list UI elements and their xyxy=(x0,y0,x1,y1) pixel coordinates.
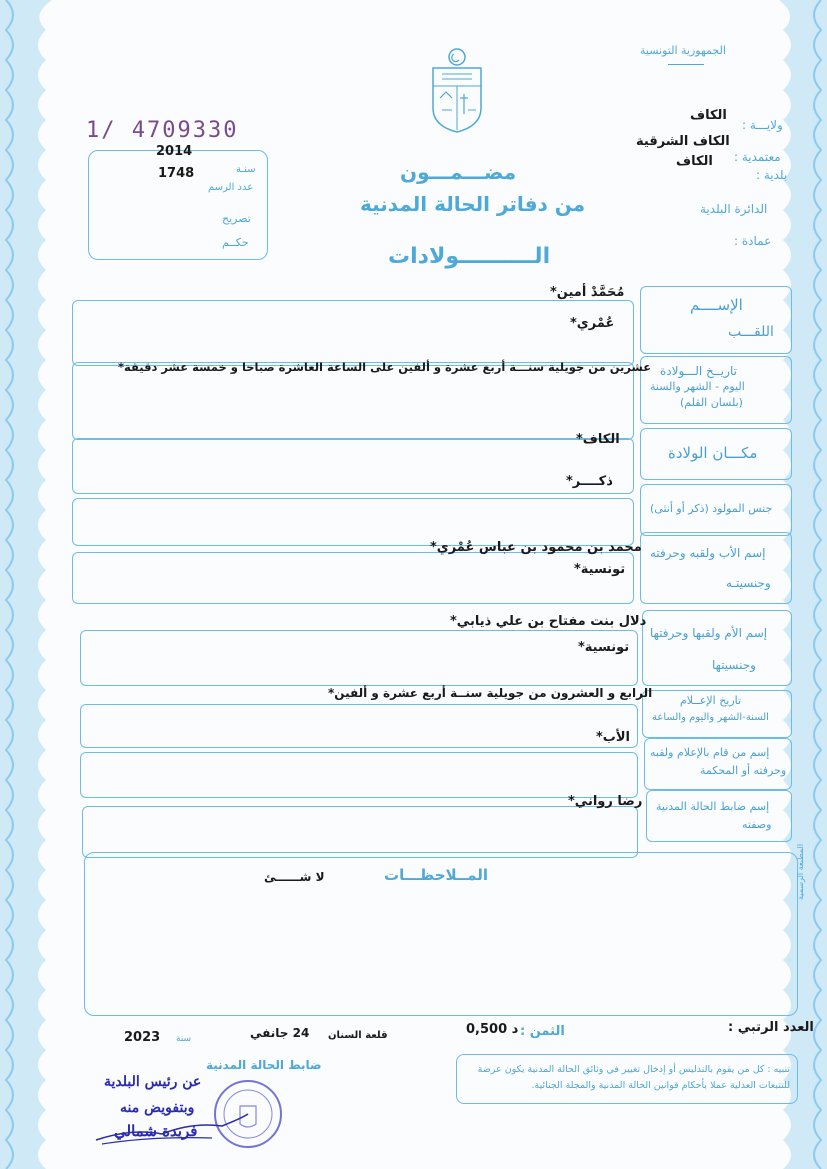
mootamadiya-label: معتمدية : xyxy=(734,150,781,164)
declarant-label1: إسم من قام بالإعلام ولقبه xyxy=(650,746,770,759)
mother-label2: وجنسيتها xyxy=(712,658,756,672)
imada-label: عمادة : xyxy=(734,234,772,248)
declaration-label: تصريح xyxy=(222,212,251,225)
surname-value: عُمْري* xyxy=(570,316,615,331)
mother-value: دلال بنت مفتاح بن علي ذيابي* xyxy=(450,614,647,629)
title-line1: مضـــمـــون xyxy=(400,160,517,184)
printer-mark: المطبعة الرسمية xyxy=(796,843,805,900)
mother-nationality: تونسية* xyxy=(578,640,630,655)
register-year-value: 2014 xyxy=(156,144,193,159)
gender-label: جنس المولود (ذكر أو أنثى) xyxy=(650,502,773,515)
declaration-date-label1: تاريخ الإعــلام xyxy=(680,694,742,707)
wilaya-value: الكاف xyxy=(690,108,727,123)
mootamadiya-value: الكاف الشرقية xyxy=(636,134,730,149)
declaration-date-label2: السنة-الشهر واليوم والساعة xyxy=(652,712,769,723)
coat-of-arms-icon xyxy=(428,46,486,134)
officer-label-box xyxy=(646,790,792,842)
issue-place: قلعة السنان xyxy=(328,1030,388,1041)
issue-day-month: 24 جانفي xyxy=(250,1026,310,1040)
register-record-label: عدد الرسم xyxy=(208,182,254,193)
mother-label-box xyxy=(642,610,792,686)
wilaya-label: ولايـــة : xyxy=(742,118,783,132)
warning-text: تنبيه : كل من يقوم بالتدليس أو إدخال تغيير في وثائق الحالة المدنية يكون عرضة للتتبعات العدلية عملا بأحكام قوانين الحالة المدنية والمجلة الجنائية. xyxy=(477,1064,790,1091)
register-record-value: 1748 xyxy=(158,166,195,181)
officer-label2: وصفته xyxy=(742,818,772,831)
document-number: 1/ 4709330 xyxy=(86,118,239,143)
surname-label: اللقـــب xyxy=(728,324,774,340)
officer-label1: إسم ضابط الحالة المدنية xyxy=(656,800,770,813)
declarant-value: الأب* xyxy=(596,730,630,745)
father-label-box xyxy=(640,532,792,604)
declarant-value-box xyxy=(80,752,638,798)
issue-year-value: 2023 xyxy=(124,1030,161,1045)
father-label1: إسم الأب ولقبه وحرفته xyxy=(650,546,766,560)
section-title: الــــــــــولادات xyxy=(388,244,551,269)
birth-place-value-box xyxy=(72,438,634,494)
birth-place-label: مكـــان الولادة xyxy=(668,444,758,462)
name-label: الإســــم xyxy=(690,296,743,314)
father-value: محمد بن محمود بن عباس عُمْري* xyxy=(430,540,642,555)
divider xyxy=(668,64,704,65)
officer-title: ضابط الحالة المدنية xyxy=(206,1058,322,1072)
mother-value-box xyxy=(80,630,638,686)
birth-date-value: عشرين من جويلية سنـــة أربع عشرة و ألفين على الساعة العاشرة صباحا و خمسة عشر دقيقة* xyxy=(118,360,652,374)
officer-name: فريدة شمالي xyxy=(114,1122,198,1140)
republic-label: الجمهورية التونسية xyxy=(640,44,726,57)
mother-label1: إسم الأم ولقبها وحرفتها xyxy=(650,626,768,640)
judgment-label: حكــم xyxy=(222,236,249,249)
gender-value: ذكــــر* xyxy=(566,474,613,489)
register-year-label: سنـة xyxy=(236,164,256,175)
price-value: 0,500 د xyxy=(466,1022,519,1037)
serial-label: العدد الرتبي : xyxy=(728,1020,814,1035)
notes-value: لا شــــــئ xyxy=(264,870,325,884)
officer-line2: عن رئيس البلدية xyxy=(104,1074,202,1090)
declaration-date-value: الرابع و العشرون من جويلية سنــة أربع عشرة و ألفين* xyxy=(328,686,653,700)
title-line2: من دفاتر الحالة المدنية xyxy=(360,192,586,216)
declarant-label2: وحرفته أو المحكمة xyxy=(700,764,787,777)
birth-date-label1: تاريــخ الـــولادة xyxy=(660,364,737,378)
left-security-border xyxy=(0,0,52,1169)
father-value-box xyxy=(72,552,634,604)
baladiya-value: الكاف xyxy=(676,154,713,169)
price-label: الثمن : xyxy=(520,1024,565,1039)
birth-date-label3: (بلسان القلم) xyxy=(680,396,743,409)
declaration-date-value-box xyxy=(80,704,638,748)
daira-label: الدائرة البلدية xyxy=(700,202,768,216)
officer-line3: وبتفويض منه xyxy=(120,1100,195,1116)
gender-value-box xyxy=(72,498,634,546)
birth-place-value: الكاف* xyxy=(576,432,620,447)
name-value: مُحَمَّدْ أمين* xyxy=(550,285,625,300)
father-nationality: تونسية* xyxy=(574,562,626,577)
baladiya-label: بلدية : xyxy=(756,168,788,182)
name-value-box xyxy=(72,300,634,366)
father-label2: وجنسيتـه xyxy=(726,576,771,590)
birth-date-label2: اليوم - الشهر والسنة xyxy=(650,380,745,393)
issue-year-label: سنة xyxy=(176,1034,192,1044)
notes-label: المــلاحظـــات xyxy=(384,866,488,884)
officer-value: رضا رواني* xyxy=(568,794,643,809)
signature-icon xyxy=(92,1108,252,1148)
officer-value-box xyxy=(82,806,638,858)
